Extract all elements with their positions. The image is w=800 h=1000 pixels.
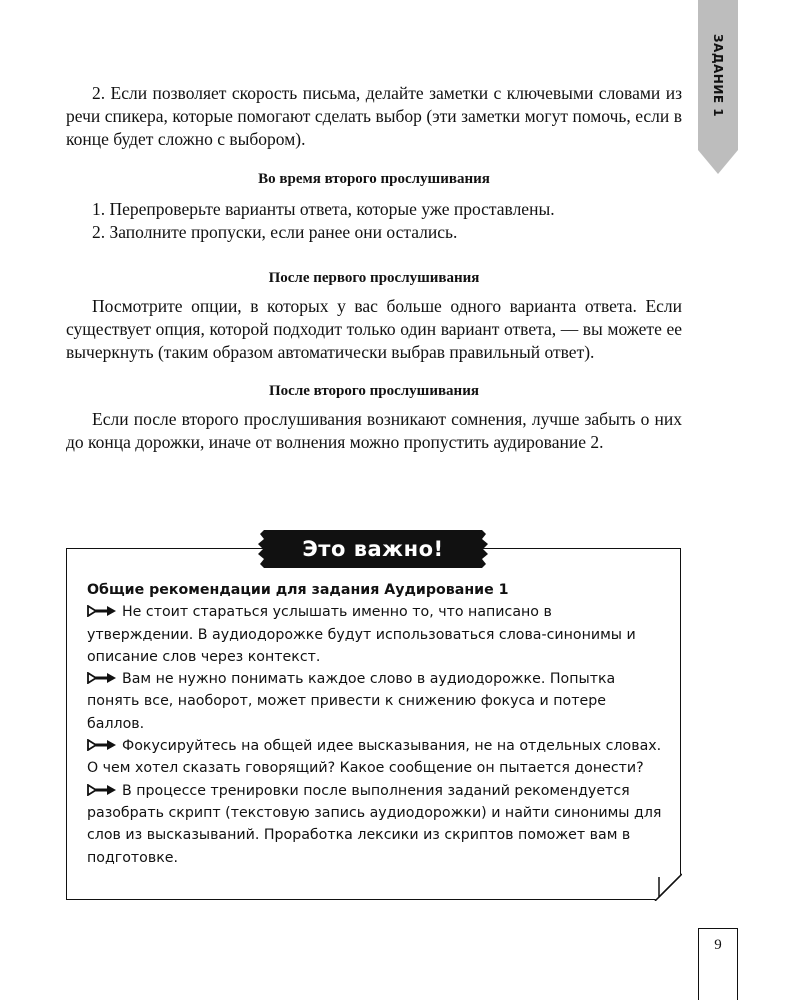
heading-during-second-listening: Во время второго прослушивания	[258, 171, 490, 187]
paragraph-options: Посмотрите опции, в которых у вас больше одного варианта ответа. Если существует опция, которой подходит только один вариант ответа, — вы можете ее вычеркнуть (таким образом автоматически выбрав правильный ответ).	[66, 296, 682, 362]
heading-after-first-listening: После первого прослушивания	[268, 270, 480, 286]
list-item: 1. Перепроверьте варианты ответа, которые уже проставлены.	[92, 199, 555, 219]
important-box-title: Общие рекомендации для задания Аудирование 1	[87, 582, 509, 598]
double-arrow-icon	[87, 605, 117, 617]
heading-after-second-listening: После второго прослушивания	[269, 383, 479, 399]
section-tab-label: ЗАДАНИЕ 1	[711, 34, 725, 118]
recommendation-text: Вам не нужно понимать каждое слово в аудиодорожке. Попытка понять все, наоборот, может привести к снижению фокуса и потере баллов.	[87, 671, 616, 732]
recommendation-text: В процессе тренировки после выполнения заданий рекомендуется разобрать скрипт (текстовую запись аудиодорожки) и найти синонимы для слов из высказываний. Проработка лексики из скриптов поможет вам в подготовке.	[87, 782, 662, 866]
double-arrow-icon	[87, 672, 117, 684]
page-number-box	[698, 928, 738, 1000]
recommendation-item	[87, 601, 662, 668]
recommendation-text: Фокусируйтесь на общей идее высказывания, не на отдельных словах. О чем хотел сказать говорящий? Какое сообщение он пытается донести?	[87, 738, 662, 777]
main-text	[66, 82, 682, 454]
recommendation-text: Не стоит стараться услышать именно то, что написано в утверждении. В аудиодорожке будут использоваться слова-синонимы и описание слов через контекст.	[87, 604, 636, 665]
important-banner: Это важно!	[302, 537, 444, 561]
section-tab	[698, 0, 738, 150]
recommendation-item	[87, 780, 662, 869]
list-item: 2. Заполните пропуски, если ранее они остались.	[92, 222, 458, 242]
recommendation-item	[87, 668, 662, 735]
paragraph-notes: 2. Если позволяет скорость письма, делайте заметки с ключевыми словами из речи спикера, которые помогают сделать выбор (эти заметки могут помочь, если в конце будет сложно с выбором).	[66, 83, 682, 149]
important-box	[66, 548, 681, 900]
important-box-body	[87, 579, 662, 869]
page-number: 9	[714, 937, 722, 953]
double-arrow-icon	[87, 739, 117, 751]
page-curl-icon	[654, 873, 682, 901]
recommendation-item	[87, 735, 662, 780]
double-arrow-icon	[87, 784, 117, 796]
paragraph-doubts: Если после второго прослушивания возникают сомнения, лучше забыть о них до конца дорожки, иначе от волнения можно пропустить аудирование 2.	[66, 409, 682, 452]
